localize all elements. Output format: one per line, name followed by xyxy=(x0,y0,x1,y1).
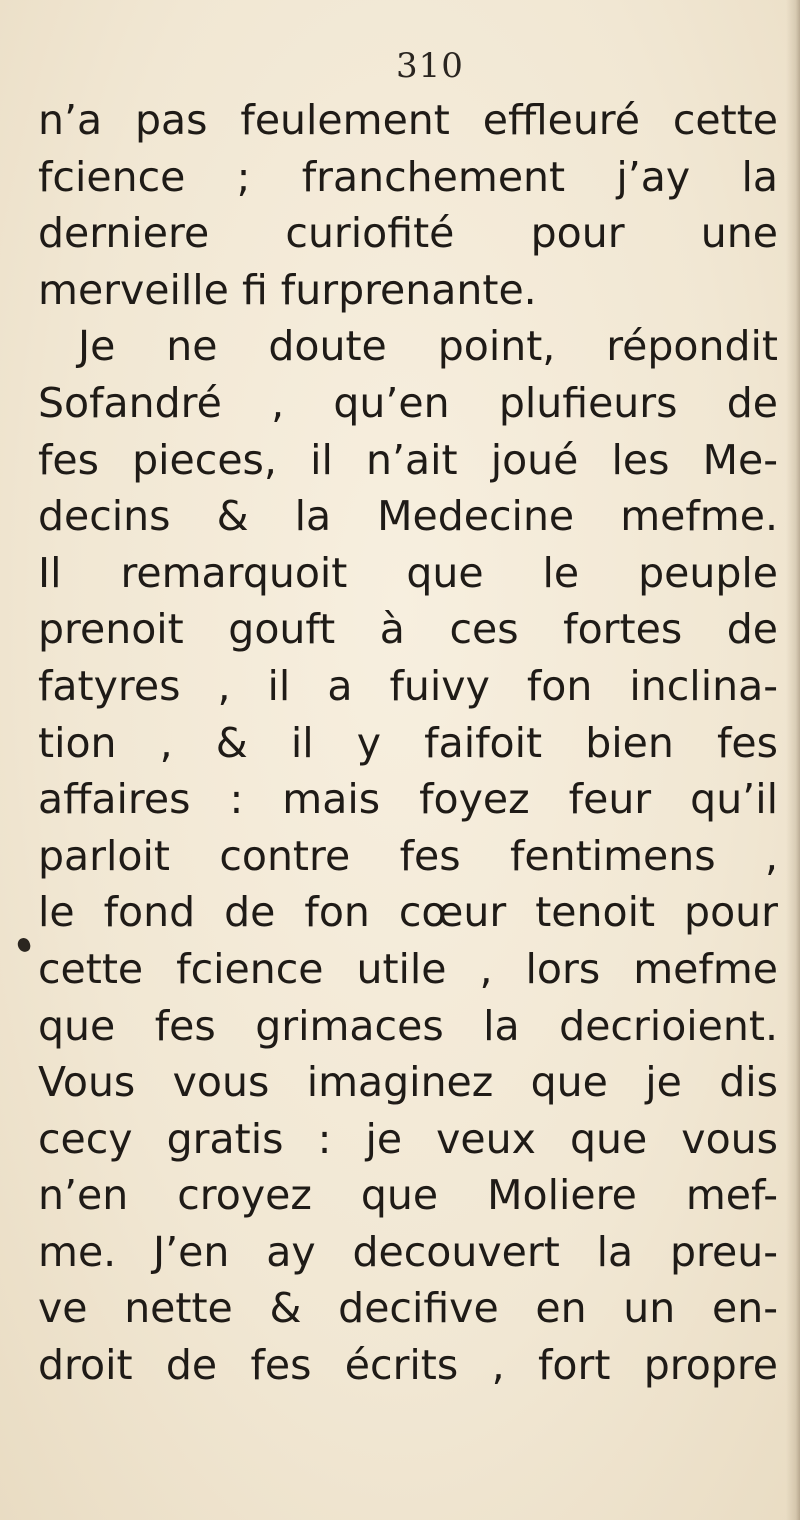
text-line: n’en croyez que Moliere mef- xyxy=(38,1171,778,1220)
text-line: decins & la Medecine mefme. xyxy=(38,492,778,541)
text-line: Je ne doute point, répondit xyxy=(78,322,778,371)
ink-spot xyxy=(16,936,32,953)
text-line: n’a pas feulement effleuré cette xyxy=(38,96,778,144)
text-line: tion , & il y faifoit bien fes xyxy=(38,718,778,767)
text-line: cette fcience utile , lors mefme xyxy=(38,944,778,993)
text-line: que fes grimaces la decrioient. xyxy=(38,1001,778,1050)
text-line: fes pieces, il n’ait joué les Me- xyxy=(38,435,778,484)
page-edge-shadow xyxy=(786,0,800,1520)
text-line: droit de fes écrits , fort propre xyxy=(38,1341,778,1390)
body-text xyxy=(38,92,778,1394)
text-line: me. J’en ay decouvert la preu- xyxy=(38,1227,778,1276)
text-line: prenoit gouft à ces fortes de xyxy=(38,605,778,654)
text-line: fatyres , il a fuivy fon inclina- xyxy=(38,661,778,710)
text-line: le fond de fon cœur tenoit pour xyxy=(38,888,778,937)
text-line: fcience ; franchement j’ay la xyxy=(38,152,778,201)
page-number: 310 xyxy=(396,46,464,86)
text-line: parloit contre fes fentimens , xyxy=(38,831,778,880)
text-line: ve nette & decifive en un en- xyxy=(38,1284,778,1333)
text-line: merveille fi furprenante. xyxy=(38,265,537,314)
text-line: cecy gratis : je veux que vous xyxy=(38,1114,778,1163)
text-line: derniere curiofité pour une xyxy=(38,209,778,258)
text-line: Sofandré , qu’en plufieurs de xyxy=(38,378,778,427)
text-line: affaires : mais foyez feur qu’il xyxy=(38,775,778,824)
text-line: Vous vous imaginez que je dis xyxy=(38,1058,778,1107)
text-line: Il remarquoit que le peuple xyxy=(38,548,778,597)
